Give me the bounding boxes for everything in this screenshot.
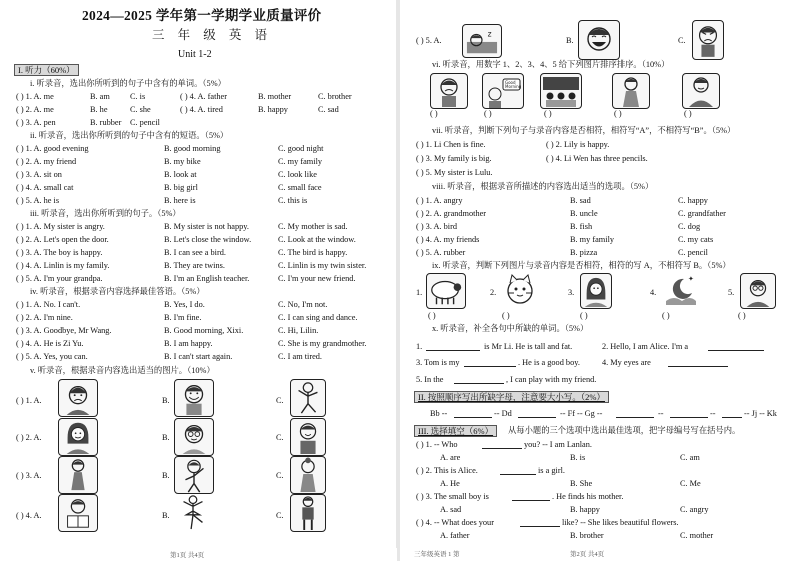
mc-q1-opt-a[interactable]: A. are <box>440 453 461 462</box>
s10-q1-num: 1. <box>416 342 423 351</box>
s1-row2-c3: C. she <box>130 105 151 114</box>
mc-q4-opt-c[interactable]: C. mother <box>680 531 714 540</box>
mc-q3-stem-b: . He finds his mother. <box>552 492 624 501</box>
s2-row4-b: B. big girl <box>164 183 198 192</box>
letters-dash-1: -- <box>658 409 664 418</box>
section-ii-instruction: ii. 听录音，选出你所听到的句子中含有的短语。（5%） <box>30 131 229 140</box>
s1-row1-c2: B. am <box>90 92 110 101</box>
s2-row3-c: C. look like <box>278 170 317 179</box>
picture-sequence-4[interactable] <box>612 73 650 109</box>
mc-q3-opt-b[interactable]: B. happy <box>570 505 600 514</box>
s2-row3-b: B. look at <box>164 170 197 179</box>
s9-answer-1[interactable]: ( ) <box>428 311 436 320</box>
s8-row5-c: C. pencil <box>678 248 708 257</box>
mc-q2-stem-b: is a girl. <box>538 466 565 475</box>
s9-num-4: 4. <box>650 288 657 297</box>
mc-q2-opt-b[interactable]: B. She <box>570 479 593 488</box>
picture-sheep[interactable] <box>426 273 466 309</box>
s5-q5-b: B. <box>566 36 574 45</box>
s1-row3-c3: C. pencil <box>130 118 160 127</box>
s10-q1-text: is Mr Li. He is tall and fat. <box>484 342 573 351</box>
s8-row1-a: ( ) 1. A. angry <box>416 196 463 205</box>
s8-row4-a: ( ) 4. A. my friends <box>416 235 480 244</box>
s1-row1-c4: ( ) 4. A. father <box>180 92 227 101</box>
picture-man-glasses-portrait[interactable] <box>740 273 776 309</box>
footer-right-left-note: 三年级英语 1 第 <box>414 551 460 558</box>
s5-q1-b: B. <box>162 396 170 405</box>
s9-num-3: 3. <box>568 288 575 297</box>
s3-row5-c: C. I'm your new friend. <box>278 274 356 283</box>
mc-q1-opt-b[interactable]: B. is <box>570 453 586 462</box>
section-choice-instruction: 从每小题的三个选项中选出最佳选项，把字母编号写在括号内。 <box>508 426 741 435</box>
mc-q4-stem-a: ( ) 4. -- What does your <box>416 518 494 527</box>
picture-girl-portrait[interactable] <box>580 273 612 309</box>
s3-row5-a: ( ) 5. A. I'm your grandpa. <box>16 274 103 283</box>
svg-text:Good: Good <box>505 80 516 85</box>
picture-girl-standing[interactable] <box>58 456 98 494</box>
section-ix-instruction: ix. 听录音，判断下列图片与录音内容是否相符，相符的写 A，不相符写 B。（5%） <box>432 261 731 270</box>
s2-row1-a: ( ) 1. A. good evening <box>16 144 89 153</box>
s6-answer-2[interactable]: ( ) <box>484 109 492 118</box>
s9-num-1: 1. <box>416 288 423 297</box>
s2-row2-b: B. my bike <box>164 157 201 166</box>
s4-row2-b: B. I'm fine. <box>164 313 202 322</box>
picture-sequence-3-classroom[interactable] <box>540 73 582 109</box>
picture-kid-reading[interactable] <box>58 494 98 532</box>
s9-num-2: 2. <box>490 288 497 297</box>
s8-row2-a: ( ) 2. A. grandmother <box>416 209 487 218</box>
s5-q4-label: ( ) 4. A. <box>16 511 42 520</box>
s4-row5-b: B. I can't start again. <box>164 352 233 361</box>
s6-answer-4[interactable]: ( ) <box>614 109 622 118</box>
section-v-instruction: v. 听录音，根据录音内容选出适当的图片。（10%） <box>30 366 215 375</box>
s3-row1-b: B. My sister is not happy. <box>164 222 249 231</box>
s3-row4-b: B. They are twins. <box>164 261 225 270</box>
svg-text:Morning: Morning <box>505 84 522 89</box>
s10-q2-text: 2. Hello, I am Alice. I'm a <box>602 342 689 351</box>
mc-q4-stem-b: like? -- She likes beautiful flowers. <box>562 518 679 527</box>
s7-row2-a: ( ) 3. My family is big. <box>416 154 492 163</box>
picture-ballet-dancer[interactable] <box>174 494 212 530</box>
s4-row3-c: C. Hi, Lilin. <box>278 326 319 335</box>
s10-q5-text-a: 5. In the <box>416 375 444 384</box>
picture-sad-girl[interactable] <box>58 379 98 417</box>
letters-ff-gg: -- Ff -- Gg -- <box>560 409 603 418</box>
picture-sequence-1[interactable] <box>430 73 468 109</box>
s8-row3-a: ( ) 3. A. bird <box>416 222 458 231</box>
letters-jj-kk: -- Jj -- Kk <box>744 409 777 418</box>
s2-row4-a: ( ) 4. A. small cat <box>16 183 74 192</box>
s4-row3-b: B. Good morning, Xixi. <box>164 326 244 335</box>
section-choice-heading: III. 选择填空（6%） <box>414 425 497 437</box>
exam-title: 2024—2025 学年第一学期学业质量评价 <box>82 8 322 23</box>
s8-row5-a: ( ) 5. A. rubber <box>416 248 466 257</box>
s2-row5-c: C. this is <box>278 196 308 205</box>
s3-row3-c: C. The bird is happy. <box>278 248 348 257</box>
s8-row2-c: C. grandfather <box>678 209 726 218</box>
mc-q3-opt-c[interactable]: C. angry <box>680 505 709 514</box>
s10-q3-text-a: 3. Tom is my <box>416 358 460 367</box>
s10-q1-blank[interactable] <box>426 350 480 351</box>
s4-row3-a: ( ) 3. A. Goodbye, Mr Wang. <box>16 326 112 335</box>
s1-row1-c5: B. mother <box>258 92 292 101</box>
section-iii-instruction: iii. 听录音，选出你所听到的句子。（5%） <box>30 209 181 218</box>
s2-row5-b: B. here is <box>164 196 196 205</box>
letters-bb: Bb -- <box>430 409 448 418</box>
s8-row2-b: B. uncle <box>570 209 598 218</box>
picture-night-moon[interactable] <box>662 273 698 307</box>
mc-q4-blank[interactable] <box>520 526 560 527</box>
s9-num-5: 5. <box>728 288 735 297</box>
s4-row5-a: ( ) 5. A. Yes, you can. <box>16 352 88 361</box>
footer-right-page-number: 第2页 共4页 <box>570 551 605 558</box>
s1-row1-c6: C. brother <box>318 92 352 101</box>
s2-row3-a: ( ) 3. A. sit on <box>16 170 62 179</box>
picture-happy-kid[interactable] <box>174 379 214 417</box>
mc-q3-opt-a[interactable]: A. sad <box>440 505 462 514</box>
section-viii-instruction: viii. 听录音，根据录音所描述的内容选出适当的选项。（5%） <box>432 182 654 191</box>
s8-row3-c: C. dog <box>678 222 701 231</box>
s3-row4-a: ( ) 4. A. Linlin is my family. <box>16 261 110 270</box>
s5-q2-b: B. <box>162 433 170 442</box>
picture-woman[interactable] <box>58 418 98 456</box>
s8-row5-b: B. pizza <box>570 248 598 257</box>
section-iv-instruction: iv. 听录音，根据录音内容选择最佳答语。（5%） <box>30 287 205 296</box>
picture-sequence-5[interactable] <box>682 73 720 109</box>
s5-q4-b: B. <box>162 511 170 520</box>
s9-answer-5[interactable]: ( ) <box>738 311 746 320</box>
s3-row2-b: B. Let's close the window. <box>164 235 252 244</box>
s5-q5-label: ( ) 5. A. <box>416 36 442 45</box>
s1-row2-c5: B. happy <box>258 105 288 114</box>
section-vii-instruction: vii. 听录音，判断下列句子与录音内容是否相符，相符写“A”，不相符写“B”。（5%） <box>432 126 736 135</box>
s10-q3-text-b: . He is a good boy. <box>518 358 580 367</box>
s3-row2-a: ( ) 2. A. Let's open the door. <box>16 235 109 244</box>
s4-row4-b: B. I am happy. <box>164 339 213 348</box>
picture-man-standing[interactable] <box>290 494 326 532</box>
s6-answer-3[interactable]: ( ) <box>544 109 552 118</box>
mc-q1-stem-b: you? -- I am Lanlan. <box>524 440 592 449</box>
s1-row2-c4: ( ) 4. A. tired <box>180 105 223 114</box>
picture-dancing-kid[interactable] <box>290 379 326 417</box>
s1-row3-c2: B. rubber <box>90 118 122 127</box>
picture-kid-waving[interactable] <box>174 456 214 494</box>
s5-q1-c: C. <box>276 396 284 405</box>
s3-row2-c: C. Look at the window. <box>278 235 356 244</box>
s7-row1-b: ( ) 2. Lily is happy. <box>546 140 610 149</box>
s10-q3-blank[interactable] <box>464 366 516 367</box>
footer-left-page-number: 第1页 共4页 <box>170 552 205 559</box>
s10-q4-blank[interactable] <box>668 366 728 367</box>
s7-row3-a: ( ) 5. My sister is Lulu. <box>416 168 493 177</box>
s1-row2-c2: B. he <box>90 105 108 114</box>
section-x-instruction: x. 听录音，补全各句中所缺的单词。（5%） <box>432 324 589 333</box>
s8-row1-b: B. sad <box>570 196 591 205</box>
s4-row4-c: C. She is my grandmother. <box>278 339 367 348</box>
s3-row1-a: ( ) 1. A. My sister is angry. <box>16 222 105 231</box>
mc-q2-opt-a[interactable]: A. He <box>440 479 460 488</box>
mc-q2-blank[interactable] <box>500 474 536 475</box>
s3-row5-b: B. I'm an English teacher. <box>164 274 250 283</box>
mc-q1-opt-c[interactable]: C. am <box>680 453 700 462</box>
s3-row3-a: ( ) 3. A. The boy is happy. <box>16 248 103 257</box>
s10-q4-text: 4. My eyes are <box>602 358 651 367</box>
unit-label: Unit 1-2 <box>178 49 212 60</box>
mc-q3-stem-a: ( ) 3. The small boy is <box>416 492 489 501</box>
mc-q2-opt-c[interactable]: C. Me <box>680 479 701 488</box>
s1-row3-c1: ( ) 3. A. pen <box>16 118 56 127</box>
s10-q2-blank[interactable] <box>708 350 764 351</box>
s5-q3-label: ( ) 3. A. <box>16 471 42 480</box>
mc-q2-stem-a: ( ) 2. This is Alice. <box>416 466 478 475</box>
s8-row4-b: B. my family <box>570 235 615 244</box>
letters-blank-1[interactable] <box>454 417 492 418</box>
mc-q3-blank[interactable] <box>512 500 550 501</box>
s6-answer-1[interactable]: ( ) <box>430 109 438 118</box>
s3-row4-c: C. Linlin is my twin sister. <box>278 261 367 270</box>
s5-q4-c: C. <box>276 511 284 520</box>
letters-blank-3[interactable] <box>616 417 654 418</box>
s5-q2-c: C. <box>276 433 284 442</box>
s1-row2-c1: ( ) 2. A. me <box>16 105 54 114</box>
section-i-instruction: i. 听录音，选出你所听到的句子中含有的单词。（5%） <box>30 79 226 88</box>
mc-q1-stem-a: ( ) 1. -- Who <box>416 440 458 449</box>
section-letters-heading: II. 按照顺序写出所缺字母，注意要大小写。（2%） <box>414 391 609 403</box>
picture-man-glasses[interactable] <box>174 418 214 456</box>
s5-q2-label: ( ) 2. A. <box>16 433 42 442</box>
s4-row1-b: B. Yes, I do. <box>164 300 205 309</box>
s10-q5-blank[interactable] <box>454 383 504 384</box>
svg-text:z: z <box>487 29 492 39</box>
s4-row1-a: ( ) 1. A. No. I can't. <box>16 300 81 309</box>
picture-sequence-2-good-morning[interactable] <box>482 73 524 109</box>
letters-blank-4[interactable] <box>670 417 708 418</box>
picture-angry-kid[interactable] <box>692 20 724 60</box>
letters-blank-5[interactable] <box>722 417 742 418</box>
s9-answer-3[interactable]: ( ) <box>580 311 588 320</box>
s2-row2-a: ( ) 2. A. my friend <box>16 157 77 166</box>
s2-row1-c: C. good night <box>278 144 324 153</box>
section-vi-instruction: vi. 听录音，用数字 1、2、3、4、5 给下列图片排序排序。（10%） <box>432 60 670 69</box>
s3-row3-b: B. I can see a bird. <box>164 248 226 257</box>
svg-text:✦: ✦ <box>688 275 694 283</box>
exam-subtitle: 三 年 级 英 语 <box>152 28 273 42</box>
s7-row2-b: ( ) 4. Li Wen has three pencils. <box>546 154 648 163</box>
section-listening-heading: I. 听力（60%） <box>14 64 79 76</box>
picture-laughing-kid[interactable] <box>578 20 620 60</box>
s4-row1-c: C. No, I'm not. <box>278 300 328 309</box>
letters-dash-2: -- <box>710 409 716 418</box>
s5-q5-c: C. <box>678 36 686 45</box>
s4-row2-a: ( ) 2. A. I'm nine. <box>16 313 73 322</box>
s2-row4-c: C. small face <box>278 183 322 192</box>
s9-answer-4[interactable]: ( ) <box>662 311 670 320</box>
s4-row4-a: ( ) 4. A. He is Zi Yu. <box>16 339 84 348</box>
s8-row1-c: C. happy <box>678 196 708 205</box>
s1-row1-c1: ( ) 1. A. me <box>16 92 54 101</box>
mc-q4-opt-a[interactable]: A. father <box>440 531 470 540</box>
s8-row3-b: B. fish <box>570 222 593 231</box>
picture-grandma[interactable] <box>290 456 326 494</box>
picture-cat-face[interactable] <box>502 273 538 307</box>
s4-row5-c: C. I am tired. <box>278 352 323 361</box>
s5-q3-c: C. <box>276 471 284 480</box>
s1-row1-c3: C. is <box>130 92 146 101</box>
s2-row5-a: ( ) 5. A. he is <box>16 196 60 205</box>
s8-row4-c: C. my cats <box>678 235 714 244</box>
mc-q4-opt-b[interactable]: B. brother <box>570 531 604 540</box>
s10-q5-text-b: , I can play with my friend. <box>506 375 597 384</box>
letters-dd: -- Dd <box>494 409 512 418</box>
right-page <box>400 0 794 561</box>
s2-row2-c: C. my family <box>278 157 323 166</box>
s7-row1-a: ( ) 1. Li Chen is fine. <box>416 140 486 149</box>
s6-answer-5[interactable]: ( ) <box>684 109 692 118</box>
s1-row2-c6: C. sad <box>318 105 339 114</box>
s9-answer-2[interactable]: ( ) <box>502 311 510 320</box>
s4-row2-c: C. I can sing and dance. <box>278 313 358 322</box>
picture-boy[interactable] <box>290 418 326 456</box>
s3-row1-c: C. My mother is sad. <box>278 222 348 231</box>
picture-sleeping-kid[interactable] <box>462 24 502 58</box>
s5-q1-label: ( ) 1. A. <box>16 396 42 405</box>
letters-blank-2[interactable] <box>518 417 556 418</box>
s2-row1-b: B. good morning <box>164 144 221 153</box>
mc-q1-blank[interactable] <box>482 448 522 449</box>
s5-q3-b: B. <box>162 471 170 480</box>
